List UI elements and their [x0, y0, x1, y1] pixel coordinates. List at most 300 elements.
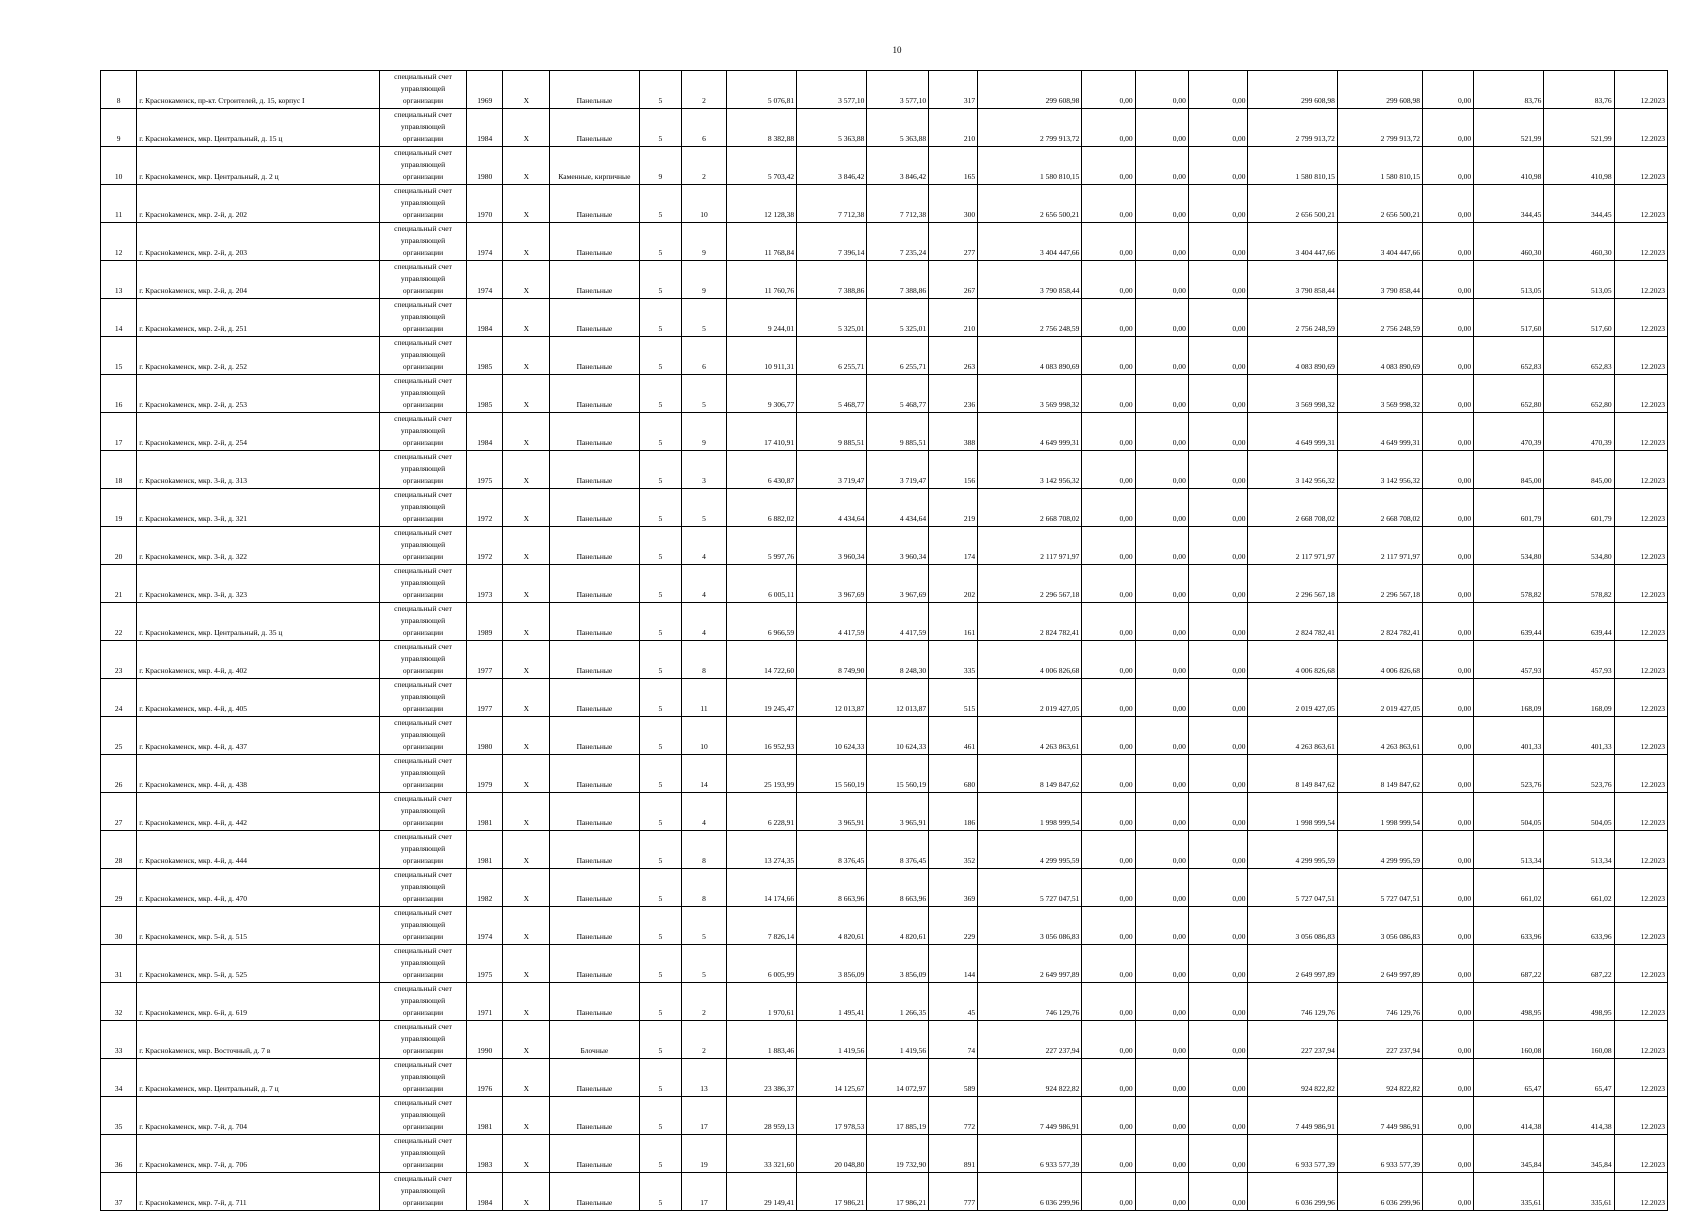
cell-max-cost-per-sqm: 513,05: [1544, 261, 1614, 299]
cell-premises-area: 4 820,61: [797, 907, 867, 945]
cell-regional-funds: 0,00: [1135, 71, 1188, 109]
cell-owner-funds: 1 580 810,15: [1248, 147, 1337, 185]
cell-max-cost-per-sqm: 401,33: [1544, 717, 1614, 755]
cell-commissioning-year: Х: [503, 527, 550, 565]
cell-year-built: 1974: [467, 907, 503, 945]
cell-account-type: специальный счет управляющей организации: [379, 223, 466, 261]
cell-address: г. Красноkаменск, мкр. 4-й, д. 438: [137, 755, 380, 793]
cell-local-funds: 0,00: [1188, 641, 1248, 679]
cell-reserve: 0,00: [1423, 223, 1474, 261]
cell-residents-count: 277: [929, 223, 978, 261]
cell-premises-area: 5 468,77: [797, 375, 867, 413]
cell-total-area: 10 911,31: [726, 337, 796, 375]
cell-row-number: 31: [101, 945, 137, 983]
cell-federal-funds: 0,00: [1082, 223, 1135, 261]
cell-residents-count: 45: [929, 983, 978, 1021]
cell-repair-cost-total: 924 822,82: [978, 1059, 1082, 1097]
cell-federal-funds: 0,00: [1082, 147, 1135, 185]
cell-year-built: 1984: [467, 109, 503, 147]
cell-reserve: 0,00: [1423, 717, 1474, 755]
cell-residents-count: 236: [929, 375, 978, 413]
cell-residential-area: 9 885,51: [867, 413, 929, 451]
cell-max-cost-per-sqm: 639,44: [1544, 603, 1614, 641]
cell-residents-count: 229: [929, 907, 978, 945]
cell-floors: 9: [639, 147, 682, 185]
cell-residential-area: 19 732,90: [867, 1135, 929, 1173]
cell-year-built: 1977: [467, 641, 503, 679]
cell-address: г. Красноkаменск, мкр. 2-й, д. 202: [137, 185, 380, 223]
cell-premises-area: 3 719,47: [797, 451, 867, 489]
cell-local-funds: 0,00: [1188, 451, 1248, 489]
page-number: 10: [892, 45, 902, 55]
cell-premises-area: 4 417,59: [797, 603, 867, 641]
table-row: [101, 1135, 1668, 1173]
table-row: [101, 755, 1668, 793]
cell-row-number: 18: [101, 451, 137, 489]
cell-residents-count: 74: [929, 1021, 978, 1059]
cell-completion-date: 12.2023: [1614, 109, 1667, 147]
cell-premises-area: 14 125,67: [797, 1059, 867, 1097]
cell-account-type: специальный счет управляющей организации: [379, 147, 466, 185]
cell-residents-count: 186: [929, 793, 978, 831]
cell-floors: 5: [639, 413, 682, 451]
cell-residents-count: 317: [929, 71, 978, 109]
cell-row-number: 32: [101, 983, 137, 1021]
cell-regional-funds: 0,00: [1135, 565, 1188, 603]
cell-regional-funds: 0,00: [1135, 299, 1188, 337]
cell-entrances: 14: [682, 755, 727, 793]
cell-unit-cost-per-sqm: 652,83: [1474, 337, 1544, 375]
cell-unit-cost-per-sqm: 601,79: [1474, 489, 1544, 527]
cell-owner-funds: 2 019 427,05: [1248, 679, 1337, 717]
cell-residential-area: 12 013,87: [867, 679, 929, 717]
cell-unit-cost-per-sqm: 661,02: [1474, 869, 1544, 907]
cell-local-funds: 0,00: [1188, 261, 1248, 299]
cell-floors: 5: [639, 185, 682, 223]
cell-regional-funds: 0,00: [1135, 261, 1188, 299]
cell-account-type: специальный счет управляющей организации: [379, 185, 466, 223]
cell-regional-funds: 0,00: [1135, 603, 1188, 641]
cell-commissioning-year: Х: [503, 1097, 550, 1135]
cell-commissioning-year: Х: [503, 869, 550, 907]
cell-max-cost-per-sqm: 523,76: [1544, 755, 1614, 793]
cell-floors: 5: [639, 71, 682, 109]
cell-max-cost-per-sqm: 513,34: [1544, 831, 1614, 869]
cell-total-area: 6 882,02: [726, 489, 796, 527]
cell-completion-date: 12.2023: [1614, 1059, 1667, 1097]
cell-residents-count: 202: [929, 565, 978, 603]
table-row: [101, 71, 1668, 109]
cell-federal-funds: 0,00: [1082, 1173, 1135, 1211]
table-row: [101, 527, 1668, 565]
cell-wall-material: Панельные: [550, 413, 639, 451]
cell-federal-funds: 0,00: [1082, 413, 1135, 451]
cell-address: г. Красноkаменск, мкр. 3-й, д. 323: [137, 565, 380, 603]
cell-entrances: 8: [682, 831, 727, 869]
cell-max-cost-per-sqm: 521,99: [1544, 109, 1614, 147]
cell-max-cost-per-sqm: 160,08: [1544, 1021, 1614, 1059]
cell-account-type: специальный счет управляющей организации: [379, 527, 466, 565]
cell-completion-date: 12.2023: [1614, 451, 1667, 489]
cell-completion-date: 12.2023: [1614, 717, 1667, 755]
cell-repair-cost-total: 4 006 826,68: [978, 641, 1082, 679]
cell-wall-material: Панельные: [550, 1135, 639, 1173]
cell-unit-cost-per-sqm: 414,38: [1474, 1097, 1544, 1135]
cell-repair-cost-total: 3 142 956,32: [978, 451, 1082, 489]
cell-reserve: 0,00: [1423, 71, 1474, 109]
cell-residential-area: 1 419,56: [867, 1021, 929, 1059]
table-row: [101, 337, 1668, 375]
cell-owner-funds: 4 083 890,69: [1248, 337, 1337, 375]
table-row: [101, 185, 1668, 223]
cell-owner-funds-2: 5 727 047,51: [1337, 869, 1422, 907]
cell-local-funds: 0,00: [1188, 489, 1248, 527]
cell-entrances: 9: [682, 413, 727, 451]
cell-wall-material: Панельные: [550, 831, 639, 869]
cell-wall-material: Панельные: [550, 793, 639, 831]
cell-residents-count: 210: [929, 299, 978, 337]
cell-local-funds: 0,00: [1188, 717, 1248, 755]
cell-wall-material: Панельные: [550, 71, 639, 109]
table-row: [101, 223, 1668, 261]
cell-commissioning-year: Х: [503, 1135, 550, 1173]
cell-total-area: 11 768,84: [726, 223, 796, 261]
cell-federal-funds: 0,00: [1082, 1021, 1135, 1059]
cell-floors: 5: [639, 641, 682, 679]
cell-max-cost-per-sqm: 578,82: [1544, 565, 1614, 603]
cell-unit-cost-per-sqm: 633,96: [1474, 907, 1544, 945]
cell-residents-count: 210: [929, 109, 978, 147]
cell-year-built: 1984: [467, 299, 503, 337]
cell-wall-material: Панельные: [550, 1173, 639, 1211]
cell-local-funds: 0,00: [1188, 185, 1248, 223]
cell-account-type: специальный счет управляющей организации: [379, 1059, 466, 1097]
cell-entrances: 6: [682, 337, 727, 375]
cell-owner-funds: 924 822,82: [1248, 1059, 1337, 1097]
cell-entrances: 17: [682, 1097, 727, 1135]
cell-repair-cost-total: 2 668 708,02: [978, 489, 1082, 527]
cell-residents-count: 161: [929, 603, 978, 641]
cell-repair-cost-total: 4 263 863,61: [978, 717, 1082, 755]
cell-owner-funds-2: 2 649 997,89: [1337, 945, 1422, 983]
cell-repair-cost-total: 746 129,76: [978, 983, 1082, 1021]
cell-year-built: 1990: [467, 1021, 503, 1059]
cell-federal-funds: 0,00: [1082, 983, 1135, 1021]
cell-unit-cost-per-sqm: 401,33: [1474, 717, 1544, 755]
cell-regional-funds: 0,00: [1135, 147, 1188, 185]
cell-max-cost-per-sqm: 498,95: [1544, 983, 1614, 1021]
cell-commissioning-year: Х: [503, 337, 550, 375]
cell-total-area: 6 228,91: [726, 793, 796, 831]
cell-residents-count: 777: [929, 1173, 978, 1211]
cell-repair-cost-total: 2 824 782,41: [978, 603, 1082, 641]
cell-regional-funds: 0,00: [1135, 679, 1188, 717]
cell-max-cost-per-sqm: 410,98: [1544, 147, 1614, 185]
cell-floors: 5: [639, 1097, 682, 1135]
cell-repair-cost-total: 3 790 858,44: [978, 261, 1082, 299]
cell-account-type: специальный счет управляющей организации: [379, 945, 466, 983]
cell-repair-cost-total: 2 117 971,97: [978, 527, 1082, 565]
cell-account-type: специальный счет управляющей организации: [379, 1135, 466, 1173]
cell-completion-date: 12.2023: [1614, 565, 1667, 603]
cell-entrances: 5: [682, 375, 727, 413]
cell-local-funds: 0,00: [1188, 983, 1248, 1021]
cell-row-number: 20: [101, 527, 137, 565]
cell-total-area: 9 306,77: [726, 375, 796, 413]
cell-local-funds: 0,00: [1188, 223, 1248, 261]
cell-reserve: 0,00: [1423, 1173, 1474, 1211]
cell-federal-funds: 0,00: [1082, 527, 1135, 565]
cell-owner-funds-2: 3 142 956,32: [1337, 451, 1422, 489]
cell-reserve: 0,00: [1423, 109, 1474, 147]
cell-max-cost-per-sqm: 845,00: [1544, 451, 1614, 489]
cell-premises-area: 1 495,41: [797, 983, 867, 1021]
cell-local-funds: 0,00: [1188, 945, 1248, 983]
cell-owner-funds-2: 2 668 708,02: [1337, 489, 1422, 527]
cell-commissioning-year: Х: [503, 375, 550, 413]
cell-unit-cost-per-sqm: 639,44: [1474, 603, 1544, 641]
cell-row-number: 16: [101, 375, 137, 413]
cell-row-number: 24: [101, 679, 137, 717]
cell-max-cost-per-sqm: 168,09: [1544, 679, 1614, 717]
cell-federal-funds: 0,00: [1082, 337, 1135, 375]
cell-completion-date: 12.2023: [1614, 489, 1667, 527]
cell-year-built: 1971: [467, 983, 503, 1021]
cell-total-area: 23 386,37: [726, 1059, 796, 1097]
cell-regional-funds: 0,00: [1135, 641, 1188, 679]
cell-premises-area: 7 396,14: [797, 223, 867, 261]
cell-row-number: 8: [101, 71, 137, 109]
cell-unit-cost-per-sqm: 504,05: [1474, 793, 1544, 831]
cell-premises-area: 17 986,21: [797, 1173, 867, 1211]
cell-completion-date: 12.2023: [1614, 755, 1667, 793]
cell-max-cost-per-sqm: 517,60: [1544, 299, 1614, 337]
cell-residents-count: 267: [929, 261, 978, 299]
cell-residents-count: 219: [929, 489, 978, 527]
table-row: [101, 1059, 1668, 1097]
cell-local-funds: 0,00: [1188, 109, 1248, 147]
cell-wall-material: Панельные: [550, 223, 639, 261]
cell-local-funds: 0,00: [1188, 831, 1248, 869]
cell-federal-funds: 0,00: [1082, 1097, 1135, 1135]
cell-regional-funds: 0,00: [1135, 1021, 1188, 1059]
cell-wall-material: Панельные: [550, 641, 639, 679]
cell-federal-funds: 0,00: [1082, 679, 1135, 717]
cell-local-funds: 0,00: [1188, 679, 1248, 717]
cell-owner-funds-2: 4 649 999,31: [1337, 413, 1422, 451]
cell-owner-funds: 746 129,76: [1248, 983, 1337, 1021]
cell-federal-funds: 0,00: [1082, 565, 1135, 603]
cell-reserve: 0,00: [1423, 869, 1474, 907]
cell-federal-funds: 0,00: [1082, 641, 1135, 679]
cell-owner-funds-2: 4 299 995,59: [1337, 831, 1422, 869]
cell-entrances: 17: [682, 1173, 727, 1211]
cell-year-built: 1974: [467, 261, 503, 299]
cell-repair-cost-total: 6 933 577,39: [978, 1135, 1082, 1173]
cell-completion-date: 12.2023: [1614, 261, 1667, 299]
cell-year-built: 1975: [467, 945, 503, 983]
cell-address: г. Красноkаменск, мкр. Восточный, д. 7 в: [137, 1021, 380, 1059]
cell-unit-cost-per-sqm: 345,84: [1474, 1135, 1544, 1173]
cell-commissioning-year: Х: [503, 1059, 550, 1097]
cell-commissioning-year: Х: [503, 299, 550, 337]
cell-floors: 5: [639, 489, 682, 527]
cell-local-funds: 0,00: [1188, 565, 1248, 603]
cell-commissioning-year: Х: [503, 1021, 550, 1059]
cell-repair-cost-total: 227 237,94: [978, 1021, 1082, 1059]
cell-max-cost-per-sqm: 652,80: [1544, 375, 1614, 413]
cell-total-area: 1 970,61: [726, 983, 796, 1021]
cell-entrances: 4: [682, 565, 727, 603]
cell-local-funds: 0,00: [1188, 147, 1248, 185]
cell-account-type: специальный счет управляющей организации: [379, 641, 466, 679]
cell-repair-cost-total: 3 569 998,32: [978, 375, 1082, 413]
table-row: [101, 375, 1668, 413]
cell-max-cost-per-sqm: 457,93: [1544, 641, 1614, 679]
cell-commissioning-year: Х: [503, 71, 550, 109]
cell-unit-cost-per-sqm: 457,93: [1474, 641, 1544, 679]
cell-row-number: 26: [101, 755, 137, 793]
cell-year-built: 1985: [467, 375, 503, 413]
cell-max-cost-per-sqm: 601,79: [1544, 489, 1614, 527]
cell-repair-cost-total: 4 083 890,69: [978, 337, 1082, 375]
cell-owner-funds: 2 649 997,89: [1248, 945, 1337, 983]
cell-owner-funds: 6 036 299,96: [1248, 1173, 1337, 1211]
cell-account-type: специальный счет управляющей организации: [379, 907, 466, 945]
cell-total-area: 25 193,99: [726, 755, 796, 793]
table-row: [101, 717, 1668, 755]
cell-reserve: 0,00: [1423, 451, 1474, 489]
cell-year-built: 1979: [467, 755, 503, 793]
cell-completion-date: 12.2023: [1614, 603, 1667, 641]
cell-premises-area: 5 363,88: [797, 109, 867, 147]
cell-reserve: 0,00: [1423, 793, 1474, 831]
cell-wall-material: Панельные: [550, 869, 639, 907]
table-row: [101, 261, 1668, 299]
cell-residents-count: 589: [929, 1059, 978, 1097]
cell-total-area: 6 430,87: [726, 451, 796, 489]
cell-premises-area: 1 419,56: [797, 1021, 867, 1059]
cell-federal-funds: 0,00: [1082, 185, 1135, 223]
cell-owner-funds-2: 3 404 447,66: [1337, 223, 1422, 261]
cell-repair-cost-total: 1 580 810,15: [978, 147, 1082, 185]
cell-residential-area: 17 885,19: [867, 1097, 929, 1135]
cell-row-number: 21: [101, 565, 137, 603]
cell-residential-area: 5 325,01: [867, 299, 929, 337]
cell-address: г. Красноkаменск, мкр. 3-й, д. 322: [137, 527, 380, 565]
cell-owner-funds: 5 727 047,51: [1248, 869, 1337, 907]
cell-owner-funds-2: 8 149 847,62: [1337, 755, 1422, 793]
cell-owner-funds-2: 4 083 890,69: [1337, 337, 1422, 375]
cell-year-built: 1982: [467, 869, 503, 907]
cell-row-number: 23: [101, 641, 137, 679]
cell-floors: 5: [639, 907, 682, 945]
cell-floors: 5: [639, 983, 682, 1021]
cell-local-funds: 0,00: [1188, 1021, 1248, 1059]
cell-entrances: 4: [682, 603, 727, 641]
table-row: [101, 1021, 1668, 1059]
cell-federal-funds: 0,00: [1082, 1059, 1135, 1097]
cell-residential-area: 8 376,45: [867, 831, 929, 869]
cell-wall-material: Панельные: [550, 337, 639, 375]
cell-wall-material: Панельные: [550, 375, 639, 413]
cell-row-number: 12: [101, 223, 137, 261]
cell-owner-funds-2: 1 580 810,15: [1337, 147, 1422, 185]
cell-owner-funds: 2 668 708,02: [1248, 489, 1337, 527]
cell-reserve: 0,00: [1423, 641, 1474, 679]
table-row: [101, 489, 1668, 527]
cell-max-cost-per-sqm: 460,30: [1544, 223, 1614, 261]
cell-owner-funds-2: 746 129,76: [1337, 983, 1422, 1021]
cell-unit-cost-per-sqm: 687,22: [1474, 945, 1544, 983]
cell-account-type: специальный счет управляющей организации: [379, 603, 466, 641]
cell-reserve: 0,00: [1423, 337, 1474, 375]
cell-owner-funds-2: 3 790 858,44: [1337, 261, 1422, 299]
cell-year-built: 1981: [467, 1097, 503, 1135]
cell-regional-funds: 0,00: [1135, 185, 1188, 223]
cell-commissioning-year: Х: [503, 261, 550, 299]
cell-year-built: 1975: [467, 451, 503, 489]
cell-row-number: 17: [101, 413, 137, 451]
cell-residents-count: 352: [929, 831, 978, 869]
cell-year-built: 1981: [467, 793, 503, 831]
cell-row-number: 15: [101, 337, 137, 375]
cell-year-built: 1983: [467, 1135, 503, 1173]
cell-completion-date: 12.2023: [1614, 71, 1667, 109]
cell-repair-cost-total: 4 649 999,31: [978, 413, 1082, 451]
cell-residential-area: 4 417,59: [867, 603, 929, 641]
cell-commissioning-year: Х: [503, 641, 550, 679]
cell-entrances: 8: [682, 641, 727, 679]
cell-row-number: 10: [101, 147, 137, 185]
cell-account-type: специальный счет управляющей организации: [379, 1097, 466, 1135]
cell-wall-material: Панельные: [550, 907, 639, 945]
cell-entrances: 11: [682, 679, 727, 717]
cell-reserve: 0,00: [1423, 299, 1474, 337]
cell-total-area: 5 997,76: [726, 527, 796, 565]
cell-owner-funds-2: 924 822,82: [1337, 1059, 1422, 1097]
cell-address: г. Красноkаменск, мкр. 6-й, д. 619: [137, 983, 380, 1021]
cell-wall-material: Панельные: [550, 1097, 639, 1135]
cell-total-area: 7 826,14: [726, 907, 796, 945]
cell-commissioning-year: Х: [503, 983, 550, 1021]
cell-completion-date: 12.2023: [1614, 337, 1667, 375]
cell-residents-count: 156: [929, 451, 978, 489]
cell-local-funds: 0,00: [1188, 1173, 1248, 1211]
cell-reserve: 0,00: [1423, 1135, 1474, 1173]
cell-floors: 5: [639, 1021, 682, 1059]
housing-registry-table: [100, 70, 1668, 1211]
cell-address: г. Красноkаменск, мкр. Центральный, д. 7 ц: [137, 1059, 380, 1097]
cell-local-funds: 0,00: [1188, 907, 1248, 945]
cell-account-type: специальный счет управляющей организации: [379, 261, 466, 299]
cell-commissioning-year: Х: [503, 907, 550, 945]
cell-residential-area: 17 986,21: [867, 1173, 929, 1211]
cell-premises-area: 20 048,80: [797, 1135, 867, 1173]
cell-repair-cost-total: 3 404 447,66: [978, 223, 1082, 261]
cell-reserve: 0,00: [1423, 907, 1474, 945]
cell-unit-cost-per-sqm: 513,34: [1474, 831, 1544, 869]
cell-floors: 5: [639, 375, 682, 413]
cell-commissioning-year: Х: [503, 185, 550, 223]
cell-floors: 5: [639, 299, 682, 337]
cell-federal-funds: 0,00: [1082, 375, 1135, 413]
cell-completion-date: 12.2023: [1614, 831, 1667, 869]
cell-account-type: специальный счет управляющей организации: [379, 375, 466, 413]
cell-owner-funds-2: 1 998 999,54: [1337, 793, 1422, 831]
cell-address: г. Красноkаменск, мкр. 4-й, д. 405: [137, 679, 380, 717]
cell-total-area: 6 005,11: [726, 565, 796, 603]
